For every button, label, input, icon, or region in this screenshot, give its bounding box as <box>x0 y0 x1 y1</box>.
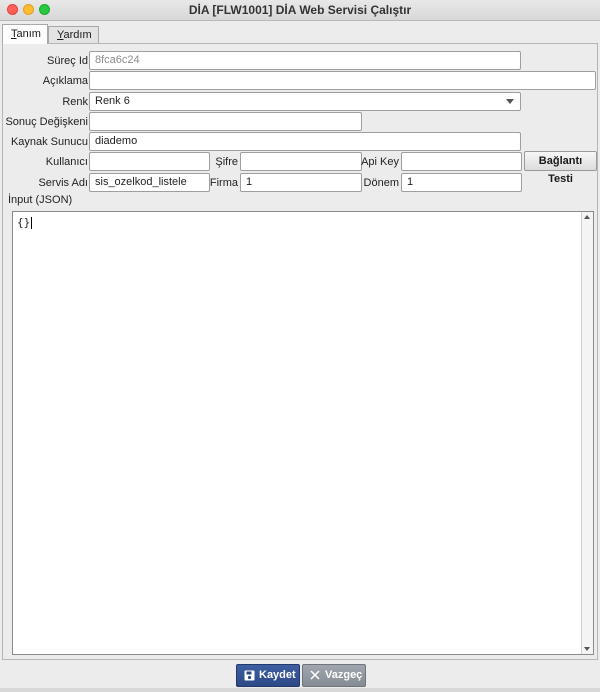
tab-yardim[interactable] <box>48 26 99 43</box>
kullanici-label: Kullanıcı <box>45 156 88 168</box>
tab-yardim-mnemonic: Y <box>57 29 64 41</box>
title-bar <box>0 0 600 21</box>
servis-adi-label: Servis Adı <box>38 177 88 189</box>
servis-adi-field[interactable]: sis_ozelkod_listele <box>89 173 210 192</box>
renk-selected-value: Renk 6 <box>95 95 130 107</box>
tab-tanim-label: anım <box>16 28 41 40</box>
donem-label: Dönem <box>363 177 399 189</box>
baglanti-testi-button[interactable]: Bağlantı Testi <box>524 151 597 171</box>
bottom-edge-strip <box>0 688 600 692</box>
sonuc-degiskeni-label: Sonuç Değişkeni <box>5 116 88 128</box>
firma-label: Firma <box>209 177 238 189</box>
surec-id-field[interactable]: 8fca6c24 <box>89 51 521 70</box>
save-icon <box>244 670 255 681</box>
cancel-label: Vazgeç <box>325 669 363 681</box>
donem-field[interactable]: 1 <box>401 173 522 192</box>
firma-field[interactable]: 1 <box>240 173 362 192</box>
close-icon <box>310 670 320 680</box>
input-json-value: {} <box>17 216 31 229</box>
scroll-down-arrow-icon[interactable] <box>584 647 590 651</box>
save-button[interactable] <box>236 664 300 687</box>
cancel-button[interactable] <box>302 664 366 687</box>
window-title: DİA [FLW1001] DİA Web Servisi Çalıştır <box>188 3 412 17</box>
kaynak-sunucu-field[interactable]: diademo <box>89 132 521 151</box>
chevron-down-icon <box>506 99 514 104</box>
sifre-label: Şifre <box>215 156 238 168</box>
renk-select[interactable] <box>89 92 521 111</box>
save-label: Kaydet <box>259 669 296 681</box>
text-caret <box>31 217 32 229</box>
api-key-label: Api Key <box>361 156 399 168</box>
kullanici-field[interactable] <box>89 152 210 171</box>
surec-id-label: Süreç Id <box>47 55 88 67</box>
aciklama-field[interactable] <box>89 71 596 90</box>
kaynak-sunucu-label: Kaynak Sunucu <box>10 136 88 148</box>
renk-label: Renk <box>62 96 88 108</box>
api-key-field[interactable] <box>401 152 522 171</box>
aciklama-label: Açıklama <box>42 75 88 87</box>
tab-yardim-label: ardım <box>63 29 92 41</box>
input-json-textarea[interactable] <box>12 211 594 655</box>
vertical-scrollbar[interactable] <box>581 212 593 654</box>
input-json-label: İnput (JSON) <box>8 194 73 206</box>
sonuc-degiskeni-field[interactable] <box>89 112 362 131</box>
tab-tanim[interactable] <box>2 24 48 44</box>
tab-tanim-mnemonic: T <box>11 28 17 40</box>
scroll-up-arrow-icon[interactable] <box>584 215 590 219</box>
sifre-field[interactable] <box>240 152 362 171</box>
input-json-content <box>17 216 32 229</box>
